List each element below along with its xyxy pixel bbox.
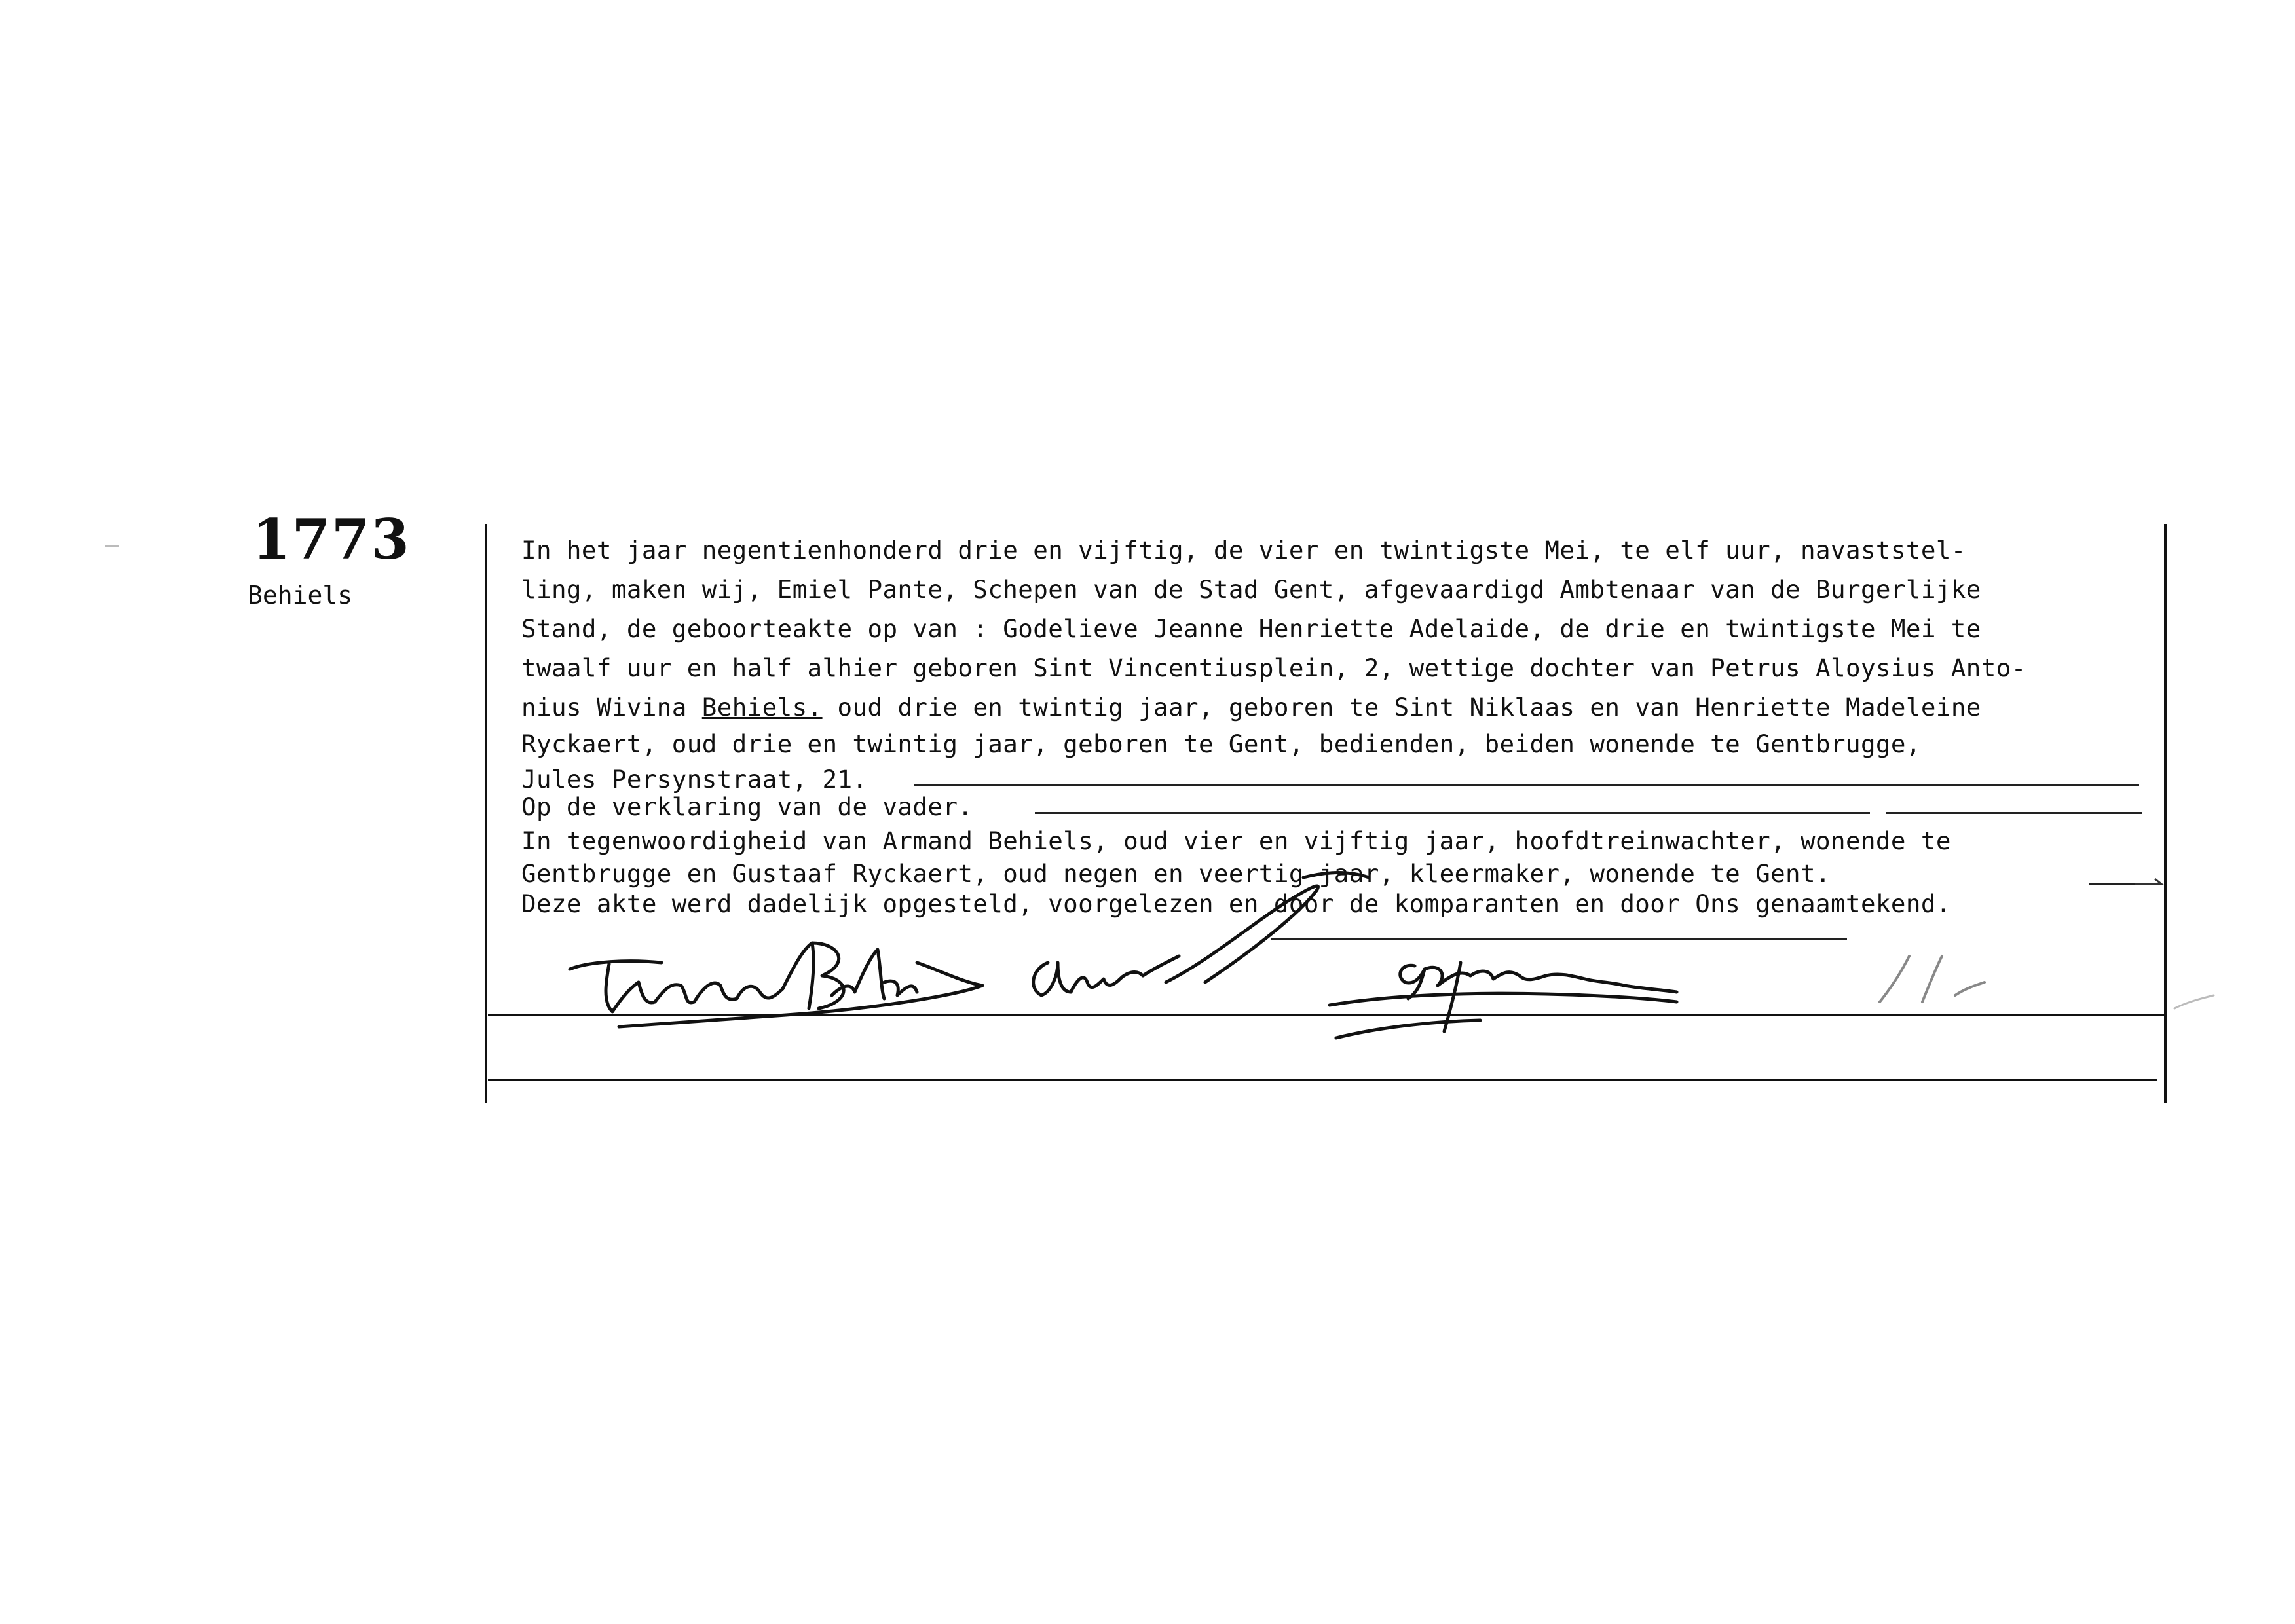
act-line-2: ling, maken wij, Emiel Pante, Schepen van de Stad Gent, afgevaardigd Ambtenaar van de Burgerlijke [521, 575, 1981, 604]
act-line-10: Gentbrugge en Gustaaf Ryckaert, oud negen en veertig jaar, kleermaker, wonende te Gent. [521, 859, 1831, 888]
record-number: 1773 [252, 507, 411, 572]
frame-right-border [2164, 524, 2167, 1103]
act-line-6: Ryckaert, oud drie en twintig jaar, geboren te Gent, bedienden, beiden wonende te Gentbrugge, [521, 729, 1921, 758]
frame-left-border [485, 524, 487, 1103]
fill-rule-line-7 [914, 784, 2139, 786]
act-line-3: Stand, de geboorteakte op van : Godelieve Jeanne Henriette Adelaide, de drie en twintigste Mei te [521, 614, 1981, 643]
act-line-5-rest: oud drie en twintig jaar, geboren te Sint Niklaas en van Henriette Madeleine [822, 693, 1981, 722]
frame-rule-2 [488, 1079, 2157, 1081]
fill-rule-line-8b [1886, 812, 2142, 814]
act-line-4: twaalf uur en half alhier geboren Sint Vincentiusplein, 2, wettige dochter van Petrus Aloysius Anto- [521, 654, 2026, 682]
fill-rule-line-10 [2089, 883, 2155, 885]
margin-mark [105, 545, 119, 547]
act-line-1: In het jaar negentienhonderd drie en vijftig, de vier en twintigste Mei, te elf uur, navaststel- [521, 536, 1966, 564]
act-line-11: Deze akte werd dadelijk opgesteld, voorgelezen en door de komparanten en door Ons genaamtekend. [521, 889, 1951, 918]
act-line-5 [521, 695, 1981, 720]
act-line-5-start: nius Wivina [521, 693, 702, 722]
fill-rule-line-8a [1035, 812, 1870, 814]
signature-witness-2 [1330, 963, 1677, 1038]
record-surname: Behiels [248, 581, 353, 610]
act-line-8: Op de verklaring van de vader. [521, 792, 973, 821]
underlined-surname: Behiels. [701, 693, 823, 722]
frame-rule-1 [488, 1014, 2165, 1016]
act-line-7: Jules Persynstraat, 21. [521, 765, 868, 794]
fill-rule-signature-row [1271, 938, 1847, 940]
act-line-9: In tegenwoordigheid van Armand Behiels, oud vier en vijftig jaar, hoofdtreinwachter, wonende te [521, 826, 1951, 855]
